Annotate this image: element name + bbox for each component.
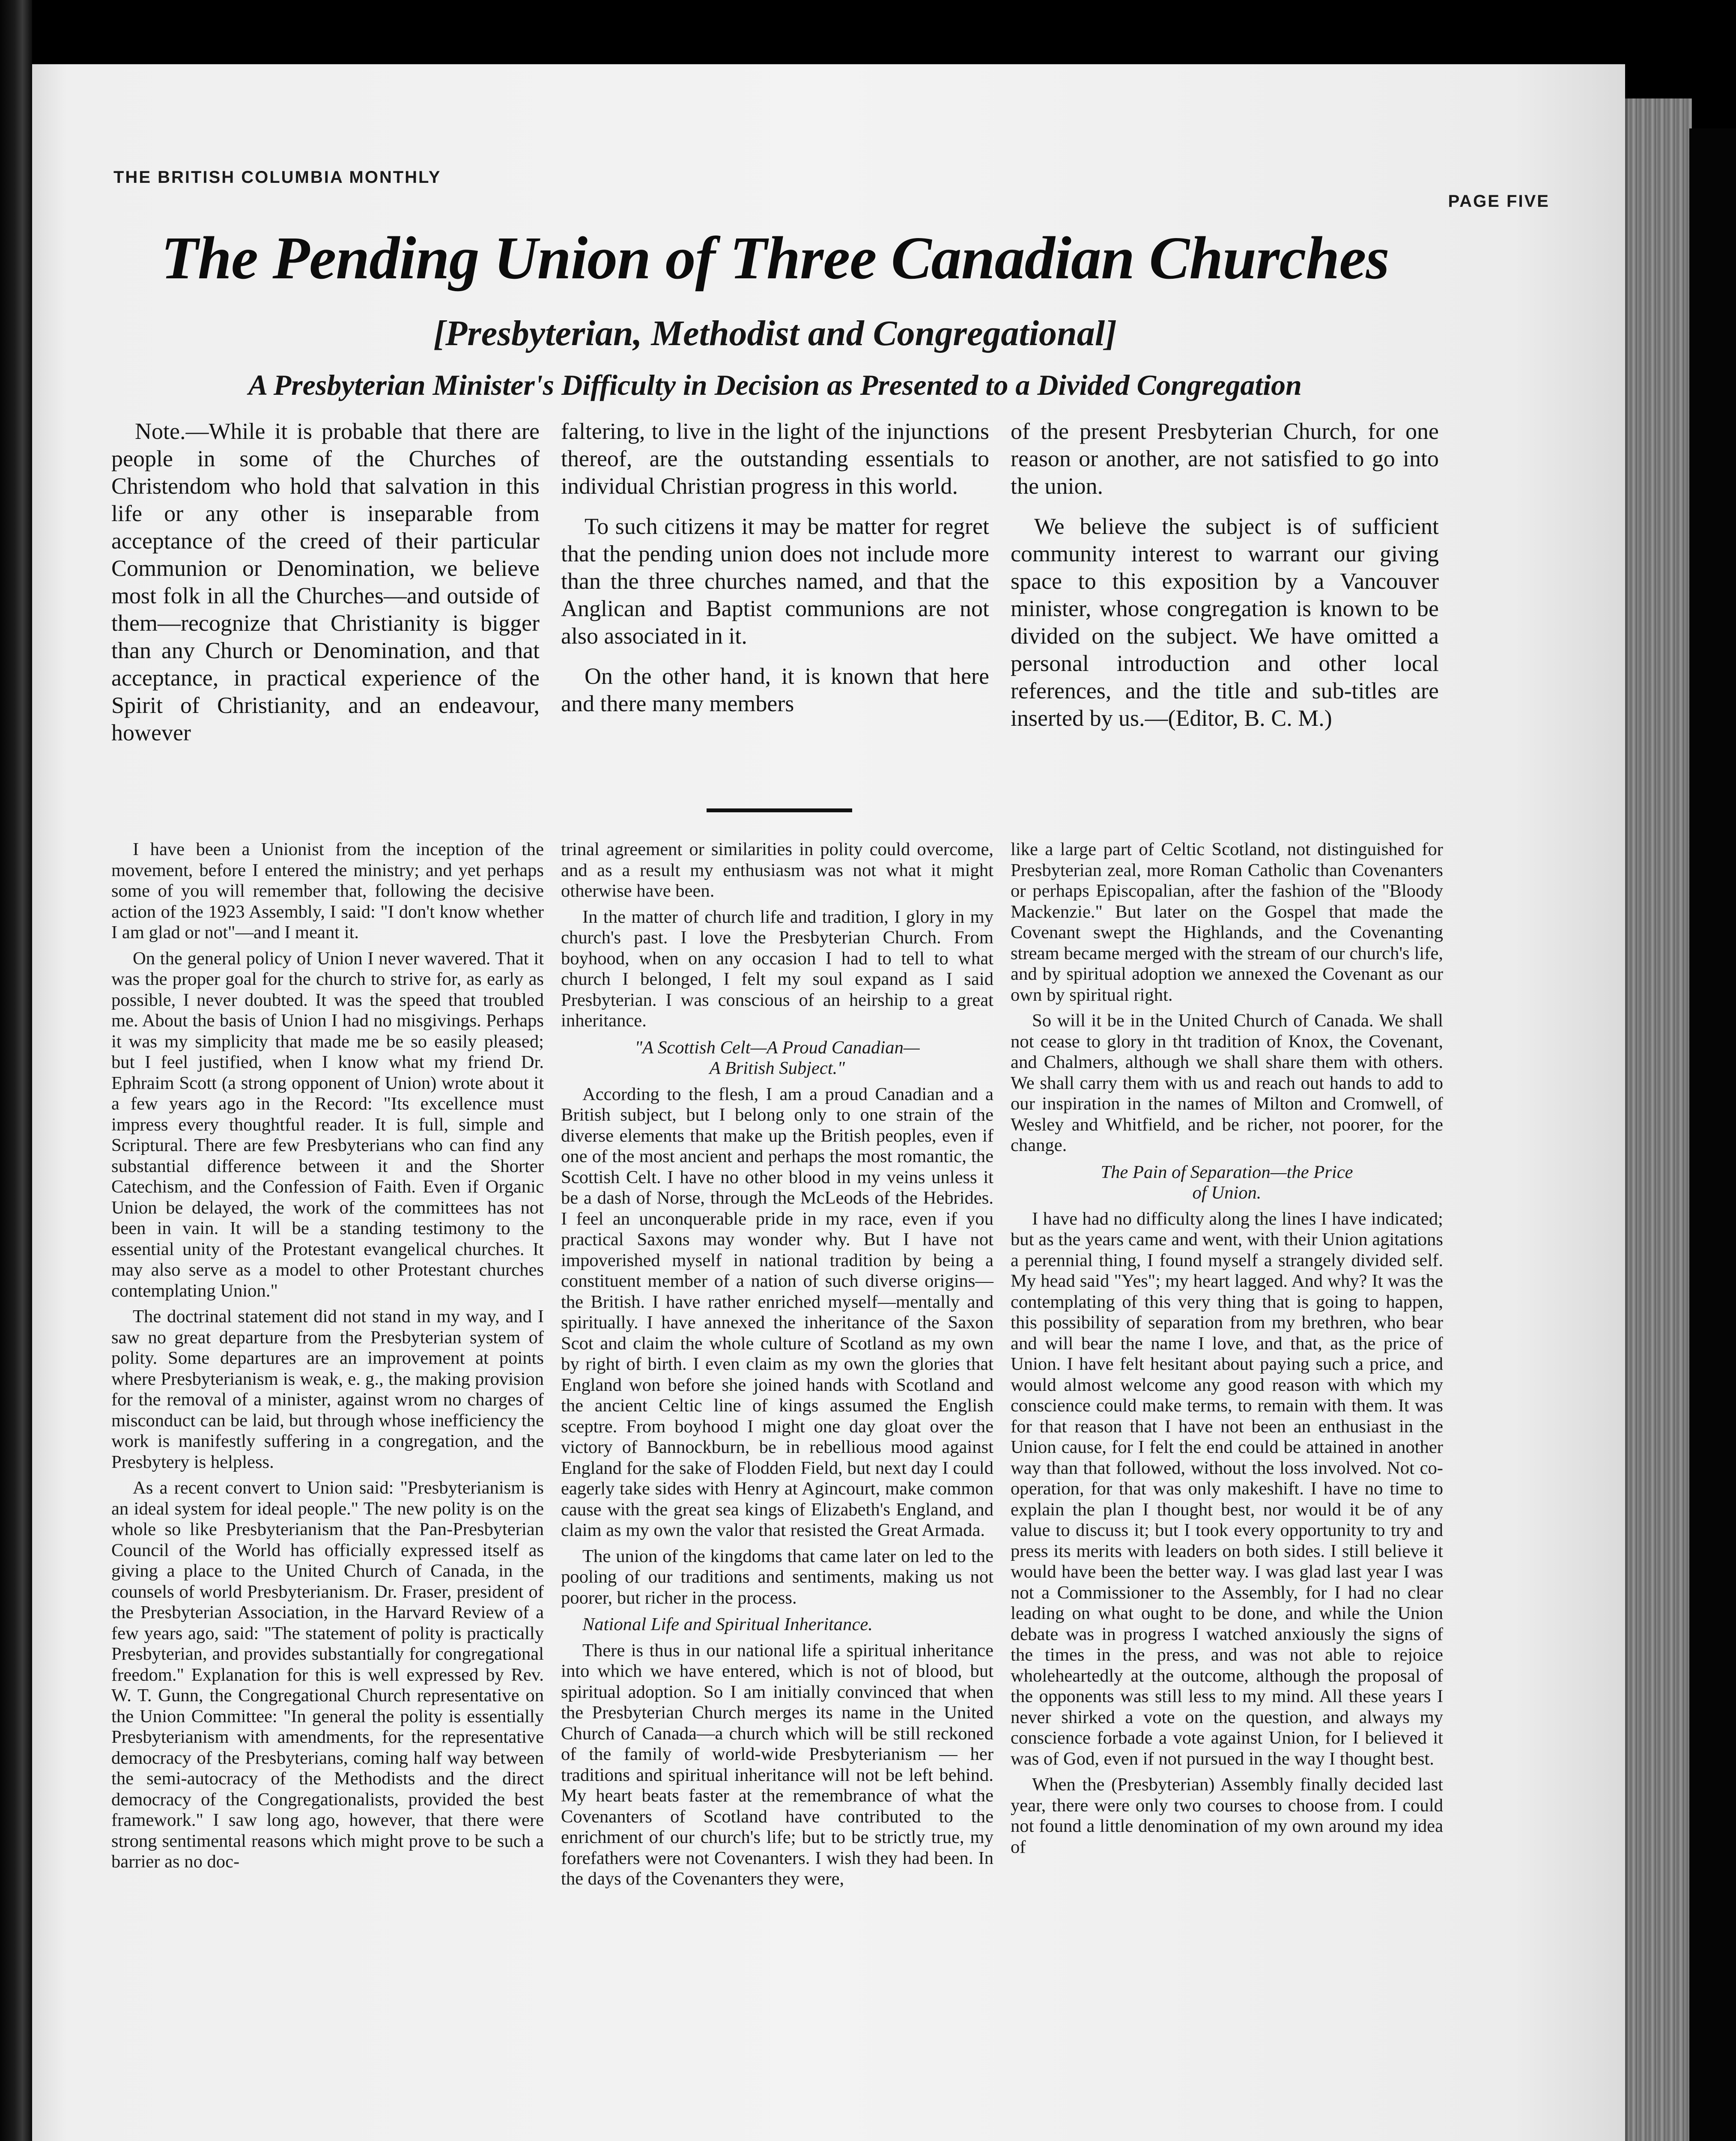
body-paragraph: The union of the kingdoms that came later on led to the pooling of our traditions and sentiments, making us not poorer, but richer in the process. bbox=[561, 1546, 993, 1608]
background-edge bbox=[1689, 128, 1736, 2141]
editor-note-paragraph: On the other hand, it is known that here and there many members bbox=[561, 663, 989, 716]
section-subheading: National Life and Spiritual Inheritance. bbox=[582, 1614, 873, 1634]
page-edge-stack bbox=[1625, 98, 1692, 2141]
body-paragraph: As a recent convert to Union said: "Presbyterianism is an ideal system for ideal people." The new polity is on the whole so like Presbyterianism that the Pan-Presbyterian Council of the World has officially expressed itself as giving a place to the United Church of Canada, in the counsels of world Presbyterianism. Dr. Fraser, president of the Presbyterian Association, in the Harvard Review of a few years ago, said: "The statement of polity is practically Presbyterian, and provides substantially for congregational freedom." Explanation for this is well expressed by Rev. W. T. Gunn, the Congregational Church representative on the Union Committee: "In general the polity is essentially Presbyterianism with amendments, for the representative democracy of the Presbyterians, coming half way between the semi-autocracy of the Methodists and the direct democracy of the Congregationalists, provided the best framework." I saw long ago, however, that there were strong sentimental reasons which might prove to be such a barrier as no doc- bbox=[111, 1478, 544, 1872]
editor-note-column-1 bbox=[111, 417, 540, 759]
body-paragraph: When the (Presbyterian) Assembly finally decided last year, there were only two courses to choose from. I could not found a little denomination of my own around my idea of bbox=[1011, 1774, 1443, 1857]
subheading-line: "A Scottish Celt—A Proud Canadian— bbox=[635, 1037, 920, 1058]
article-subtitle: [Presbyterian, Methodist and Congregational] bbox=[433, 313, 1117, 353]
article-deck: A Presbyterian Minister's Difficulty in Decision as Presented to a Divided Congregation bbox=[248, 369, 1302, 401]
editor-note-column-2 bbox=[561, 417, 989, 730]
body-paragraph: There is thus in our national life a spiritual inheritance into which we have entered, which is not of blood, but spiritual adoption. So I am initially convinced that when the Presbyterian Church merges its name in the United Church of Canada—a church which will be still reckoned of the family of world-wide Presbyterianism — her traditions and spiritual inheritance will not be left behind. My heart beats faster at the remembrance of what the Covenanters of Scotland have contributed to the enrichment of our church's life; but to be strictly true, my forefathers were not Covenanters. I wish they had been. In the days of the Covenanters they were, bbox=[561, 1640, 993, 1889]
section-subheading bbox=[1011, 1162, 1443, 1204]
editor-note-paragraph: To such citizens it may be matter for regret that the pending union does not include more than the three churches named, and that the Anglican and Baptist communions are not also associated in it. bbox=[561, 513, 989, 649]
editor-note-paragraph: of the present Presbyterian Church, for one reason or another, are not satisfied to go into the union. bbox=[1011, 418, 1439, 499]
editor-note-paragraph: Note.—While it is probable that there are people in some of the Churches of Christendom who hold that salvation in this life or any other is inseparable from acceptance of the creed of their particular Communion or Denomination, we believe most folk in all the Churches—and outside of them—recognize that Christianity is bigger than any Church or Denomination, and that acceptance, in practical experience of the Spirit of Christianity, and an endeavour, however bbox=[111, 418, 540, 745]
editor-note-paragraph: We believe the subject is of sufficient community interest to warrant our giving space to this exposition by a Vancouver minister, whose congregation is known to be divided on the subject. We have omitted a personal introduction and other local references, and the title and sub-titles are inserted by us.—(Editor, B. C. M.) bbox=[1011, 513, 1439, 731]
article-title: The Pending Union of Three Canadian Churches bbox=[161, 224, 1389, 292]
book-spine-shadow bbox=[0, 0, 32, 2141]
body-paragraph: like a large part of Celtic Scotland, not distinguished for Presbyterian zeal, more Roman Catholic than Covenanters or perhaps Episcopalian, after the fashion of the "Bloody Mackenzie." But later on the Gospel that made the Covenant swept the Highlands, and the Covenanting stream became merged with the stream of our church's life, and by spiritual adoption we annexed the Covenant as our own by spiritual right. bbox=[1011, 839, 1443, 1005]
subheading-line: A British Subject." bbox=[709, 1058, 845, 1078]
section-subheading bbox=[561, 1038, 993, 1079]
body-paragraph: I have been a Unionist from the inception of the movement, before I entered the ministry; and yet perhaps some of you will remember that, following the decisive action of the 1923 Assembly, I said: "I don't know whether I am glad or not"—and I meant it. bbox=[111, 839, 544, 942]
body-paragraph: In the matter of church life and tradition, I glory in my church's past. I love the Presbyterian Church. From boyhood, when on any occasion I had to tell to what church I belonged, I felt my soul expand as I said Presbyterian. I was conscious of an heirship to a great inheritance. bbox=[561, 906, 993, 1031]
subheading-line: The Pain of Separation—the Price bbox=[1101, 1162, 1353, 1182]
body-paragraph: On the general policy of Union I never wavered. That it was the proper goal for the church to strive for, as early as possible, I never doubted. It was the speed that troubled me. About the basis of Union I had no misgivings. Perhaps it was my simplicity that made me be so easily pleased; but I feel justified, when I know what my friend Dr. Ephraim Scott (a strong opponent of Union) wrote about it a few years ago in the Record: "Its excellence must impress every thoughtful reader. It is full, simple and Scriptural. There are few Presbyterians who can find any substantial difference between it and the Shorter Catechism, and the Confession of Faith. Even if Organic Union be delayed, the work of the committees has not been in vain. It will be a standing testimony to the essential unity of the Protestant evangelical churches. It may also serve as a model to other Protestant churches contemplating Union." bbox=[111, 948, 544, 1301]
editor-note-paragraph: faltering, to live in the light of the injunctions thereof, are the outstanding essentials to individual Christian progress in this world. bbox=[561, 418, 989, 499]
section-divider bbox=[707, 808, 852, 812]
running-header-title: THE BRITISH COLUMBIA MONTHLY bbox=[113, 168, 441, 187]
subheading-line: of Union. bbox=[1192, 1183, 1262, 1203]
body-paragraph: According to the flesh, I am a proud Canadian and a British subject, but I belong only to one strain of the diverse elements that make up the British peoples, even if one of the most ancient and perhaps the most romantic, the Scottish Celt. I have no other blood in my veins unless it be a dash of Norse, through the McLeods of the Hebrides. I feel an unconquerable pride in my race, even if you practical Saxons may wonder why. But I have not impoverished myself in national tradition by being a constituent member of a nation of such diverse origins—the British. I have rather enriched myself—mentally and spiritually. I have annexed the inheritance of the Saxon Scot and claim the whole culture of Scotland as my own by right of birth. I even claim as my own the glories that England won before she joined hands with Scotland and the ancient Celtic line of kings assumed the English sceptre. From boyhood I might one day gloat over the victory of Bannockburn, be in rebellious mood against England for the sake of Flodden Field, but next day I could eagerly take sides with Henry at Agincourt, make common cause with the great sea kings of Elizabeth's England, and claim as my own the valor that resisted the Great Armada. bbox=[561, 1084, 993, 1540]
body-column-3 bbox=[1011, 839, 1443, 1863]
body-paragraph: So will it be in the United Church of Canada. We shall not cease to glory in tht tradition of Knox, the Covenant, and Chalmers, although we shall share them with others. We shall carry them with us and reach out hands to add to our inspiration in the names of Milton and Cromwell, of Wesley and Whitfield, and be richer, not poorer, for the change. bbox=[1011, 1011, 1443, 1155]
page-number-label: PAGE FIVE bbox=[1448, 192, 1550, 211]
body-paragraph: The doctrinal statement did not stand in my way, and I saw no great departure from the Presbyterian system of polity. Some departures are an improvement at points where Presbyterianism is weak, e. g., the making provision for the removal of a minister, against wrom no charges of misconduct can be laid, but through whose inefficiency the work is manifestly suffering in a congregation, and the Presbytery is helpless. bbox=[111, 1306, 544, 1472]
body-paragraph: trinal agreement or similarities in polity could overcome, and as a result my enthusiasm was not what it might otherwise have been. bbox=[561, 839, 993, 901]
body-paragraph: I have had no difficulty along the lines I have indicated; but as the years came and went, with their Union agitations a perennial thing, I found myself a strangely divided self. My head said "Yes"; my heart lagged. And why? It was the contemplating of this very thing that is going to happen, this possibility of separation from my brethren, who bear and will bear the name I love, and that, as the price of Union. I have felt hesitant about paying such a price, and would almost welcome any good reason with which my conscience could make terms, to remain with them. It was for that reason that I have not been an enthusiast in the Union cause, for I felt the end could be attained in another way than that followed, without the loss involved. Not co-operation, for that was only makeshift. I have no time to explain the plan I thought best, nor would it be of any value to discuss it; but I took every opportunity to try and press its merits with leaders on both sides. I still believe it would have been the better way. I was glad last year I was not a Commissioner to the Assembly, for I had no clear leading on what ought to be done, and while the Union debate was in progress I watched anxiously the signs of the times in the press, and was not able to rejoice wholeheartedly at the outcome, although the proposal of the opponents was still less to my mind. All these years I never shirked a vote on the question, and always my conscience forbade a vote against Union, for I believed it was of God, even if not pursued in the way I thought best. bbox=[1011, 1208, 1443, 1769]
editor-note-column-3 bbox=[1011, 417, 1439, 745]
body-column-1 bbox=[111, 839, 544, 1878]
body-column-2 bbox=[561, 839, 993, 1895]
